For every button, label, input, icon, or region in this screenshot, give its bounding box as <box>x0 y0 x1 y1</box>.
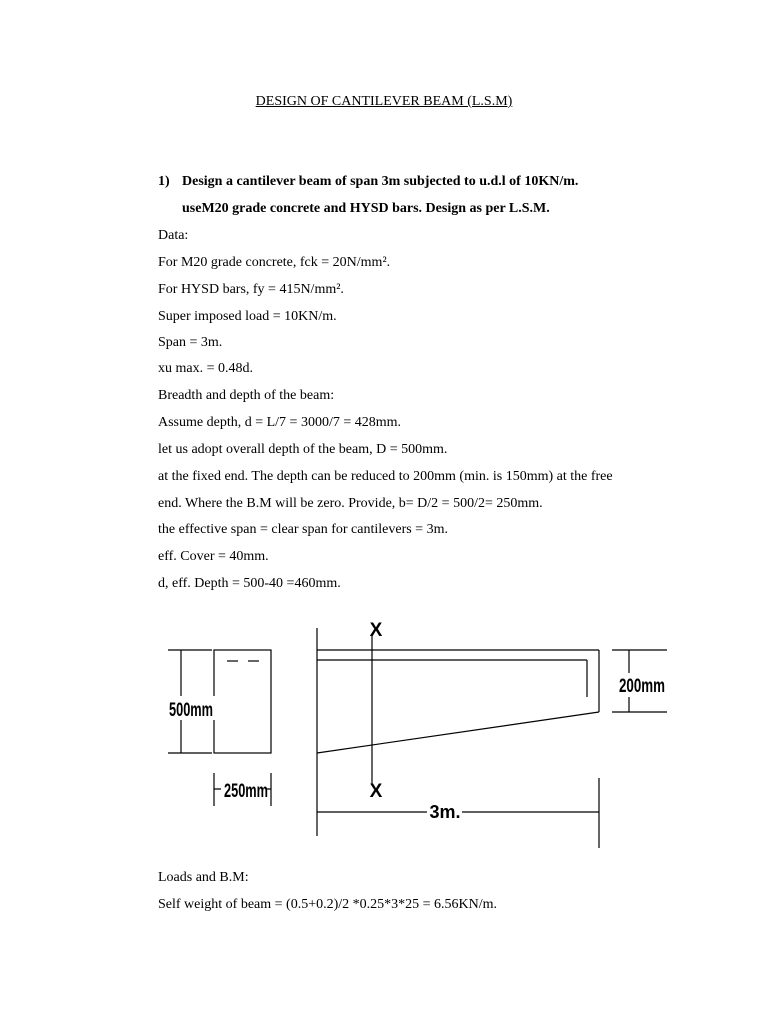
page-title: DESIGN OF CANTILEVER BEAM (L.S.M) <box>255 94 513 109</box>
section-rectangle <box>214 650 271 753</box>
text-line: the effective span = clear span for cantilevers = 3m. <box>158 522 448 537</box>
text-line: Super imposed load = 10KN/m. <box>158 309 337 324</box>
text-line: let us adopt overall depth of the beam, D = 500mm. <box>158 442 448 457</box>
text-line: Self weight of beam = (0.5+0.2)/2 *0.25*3*25 = 6.56KN/m. <box>158 897 498 912</box>
text-line: Data: <box>158 228 189 243</box>
question-line-1: Design a cantilever beam of span 3m subjected to u.d.l of 10KN/m. <box>182 174 579 189</box>
text-line: For HYSD bars, fy = 415N/mm². <box>158 282 344 297</box>
beam-sloped-bottom <box>317 712 599 753</box>
question-number: 1) <box>158 174 170 189</box>
text-line: Loads and B.M: <box>158 870 249 885</box>
section-width-label: 250mm <box>224 781 268 802</box>
text-line: For M20 grade concrete, fck = 20N/mm². <box>158 255 391 270</box>
free-end-depth-label: 200mm <box>619 676 665 697</box>
section-depth-label: 500mm <box>169 700 213 721</box>
text-line: Span = 3m. <box>158 335 223 350</box>
text-line: eff. Cover = 40mm. <box>158 549 269 564</box>
text-line: at the fixed end. The depth can be reduced to 200mm (min. is 150mm) at the free <box>158 469 613 484</box>
text-line: end. Where the B.M will be zero. Provide, b= D/2 = 500/2= 250mm. <box>158 496 543 511</box>
section-mark-top: X <box>369 620 383 641</box>
text-line: Breadth and depth of the beam: <box>158 388 335 403</box>
span-label: 3m. <box>429 802 461 822</box>
text-line: xu max. = 0.48d. <box>158 361 253 376</box>
text-line: Assume depth, d = L/7 = 3000/7 = 428mm. <box>158 415 402 430</box>
question-line-2: useM20 grade concrete and HYSD bars. Design as per L.S.M. <box>182 201 550 216</box>
cantilever-elevation <box>317 628 667 848</box>
text-line: d, eff. Depth = 500-40 =460mm. <box>158 576 341 591</box>
section-mark-bottom: X <box>369 781 383 802</box>
